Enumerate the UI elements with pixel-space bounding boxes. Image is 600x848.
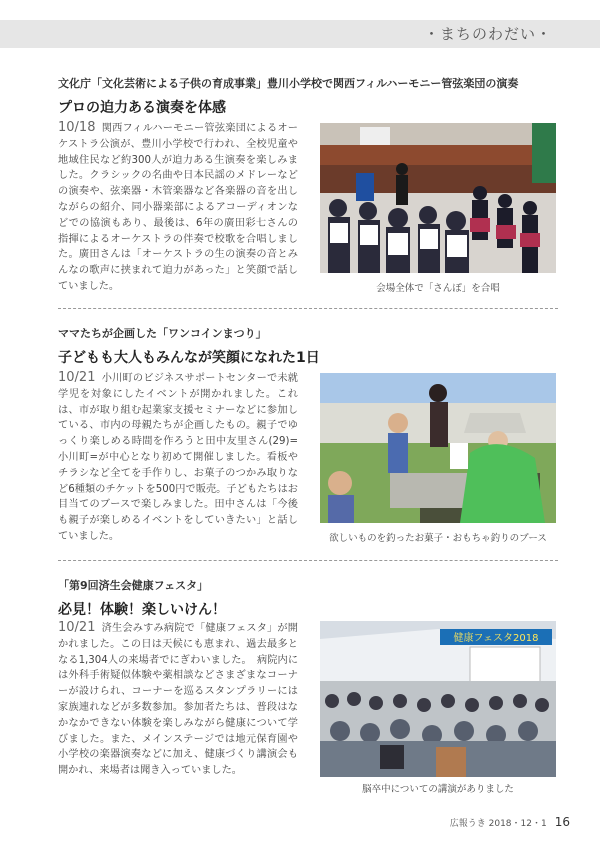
article-kicker: 「第9回済生会健康フェスタ」 bbox=[58, 579, 209, 592]
article-health-festa bbox=[58, 577, 558, 802]
section-header-band bbox=[0, 20, 600, 48]
article-headline: 必見！体験！楽しいけん！ bbox=[58, 602, 226, 618]
photo-toy-fishing-booth bbox=[320, 373, 556, 523]
article-date: 10/18 bbox=[58, 120, 96, 135]
article-body-text: 小川町のビジネスサポートセンターで未就学児を対象にしたイベントが開かれました。これは、市が取り組む起業家支援セミナーなどに参加している、市内の母親たちが企画したもの。親子でゆっくり楽しめる時間を作ろうと田中友里さん(29)=小川町=が中心となり初めて開催しました。看板やチラシなど全てを手作りし、お菓子のつかみ取りなど6種類のチケットを500円で販売。子どもたちはお目当てのブースで楽しみました。田中さんは「今後も親子が楽しめるイベントをしていきたい」と話していました。 bbox=[58, 373, 298, 542]
photo-orchestra bbox=[320, 123, 556, 273]
article-one-coin-festival bbox=[58, 325, 558, 550]
article-body-text: 済生会みすみ病院で「健康フェスタ」が開かれました。この日は天候にも恵まれ、過去最多となる1,304人の来場者でにぎわいました。 病院内には外科手術疑似体験や薬相談などさまざまなコーナーが設けられ、コーナーを巡るスタンプラリーには家族連れなどが多数参加。参加者たちは、普段はなかなかできない体験を楽しみながら健康について学びました。また、メインステージでは地元保育園や小学校の楽器演奏などに加え、健康づくり講演会も開かれ、来場者は聞き入っていました。 bbox=[58, 623, 298, 777]
photo-caption: 欲しいものを釣ったお菓子・おもちゃ釣りのブース bbox=[329, 533, 547, 544]
article-headline: プロの迫力ある演奏を体感 bbox=[58, 100, 226, 116]
article-divider bbox=[58, 560, 558, 561]
section-title: ・まちのわだい・ bbox=[423, 25, 552, 43]
article-body bbox=[58, 620, 298, 779]
article-date: 10/21 bbox=[58, 620, 96, 635]
publication-name: 広報うき 2018・12・1 bbox=[449, 819, 547, 829]
photo-caption: 脳卒中についての講演がありました bbox=[362, 784, 514, 795]
article-date: 10/21 bbox=[58, 370, 96, 385]
photo-health-lecture bbox=[320, 621, 556, 777]
article-body bbox=[58, 120, 298, 295]
article-kicker: ママたちが企画した「ワンコインまつり」 bbox=[58, 327, 267, 340]
article-orchestra bbox=[58, 75, 558, 300]
article-body-text: 関西フィルハーモニー管弦楽団によるオーケストラ公演が、豊川小学校で行われ、全校児童や地域住民など約300人が迫力ある生演奏を楽しみました。クラシックの名曲や日本民謡のメドレーなどの演奏や、弦楽器・木管楽器など各楽器の音を出しながらの紹介、同小器楽部によるアコーディオンなどでの協演もあり、最後は、6年の廣田彩七さんの指揮によるオーケストラの伴奏で校歌を合唱しました。廣田さんは「オーケストラの生の演奏の音とみんなの歌声に挟まれて迫力があった」と笑顔で話していました。 bbox=[58, 123, 298, 292]
article-body bbox=[58, 370, 298, 545]
page-number: 16 bbox=[554, 815, 570, 829]
article-divider bbox=[58, 308, 558, 309]
page-footer bbox=[450, 815, 570, 829]
photo-caption: 会場全体で「さんぽ」を合唱 bbox=[376, 283, 500, 294]
article-headline: 子どもも大人もみんなが笑顔になれた1日 bbox=[58, 350, 320, 366]
article-kicker: 文化庁「文化芸術による子供の育成事業」豊川小学校で関西フィルハーモニー管弦楽団の演奏 bbox=[58, 77, 519, 90]
photo-banner-text: 健康フェスタ2018 bbox=[453, 633, 539, 644]
